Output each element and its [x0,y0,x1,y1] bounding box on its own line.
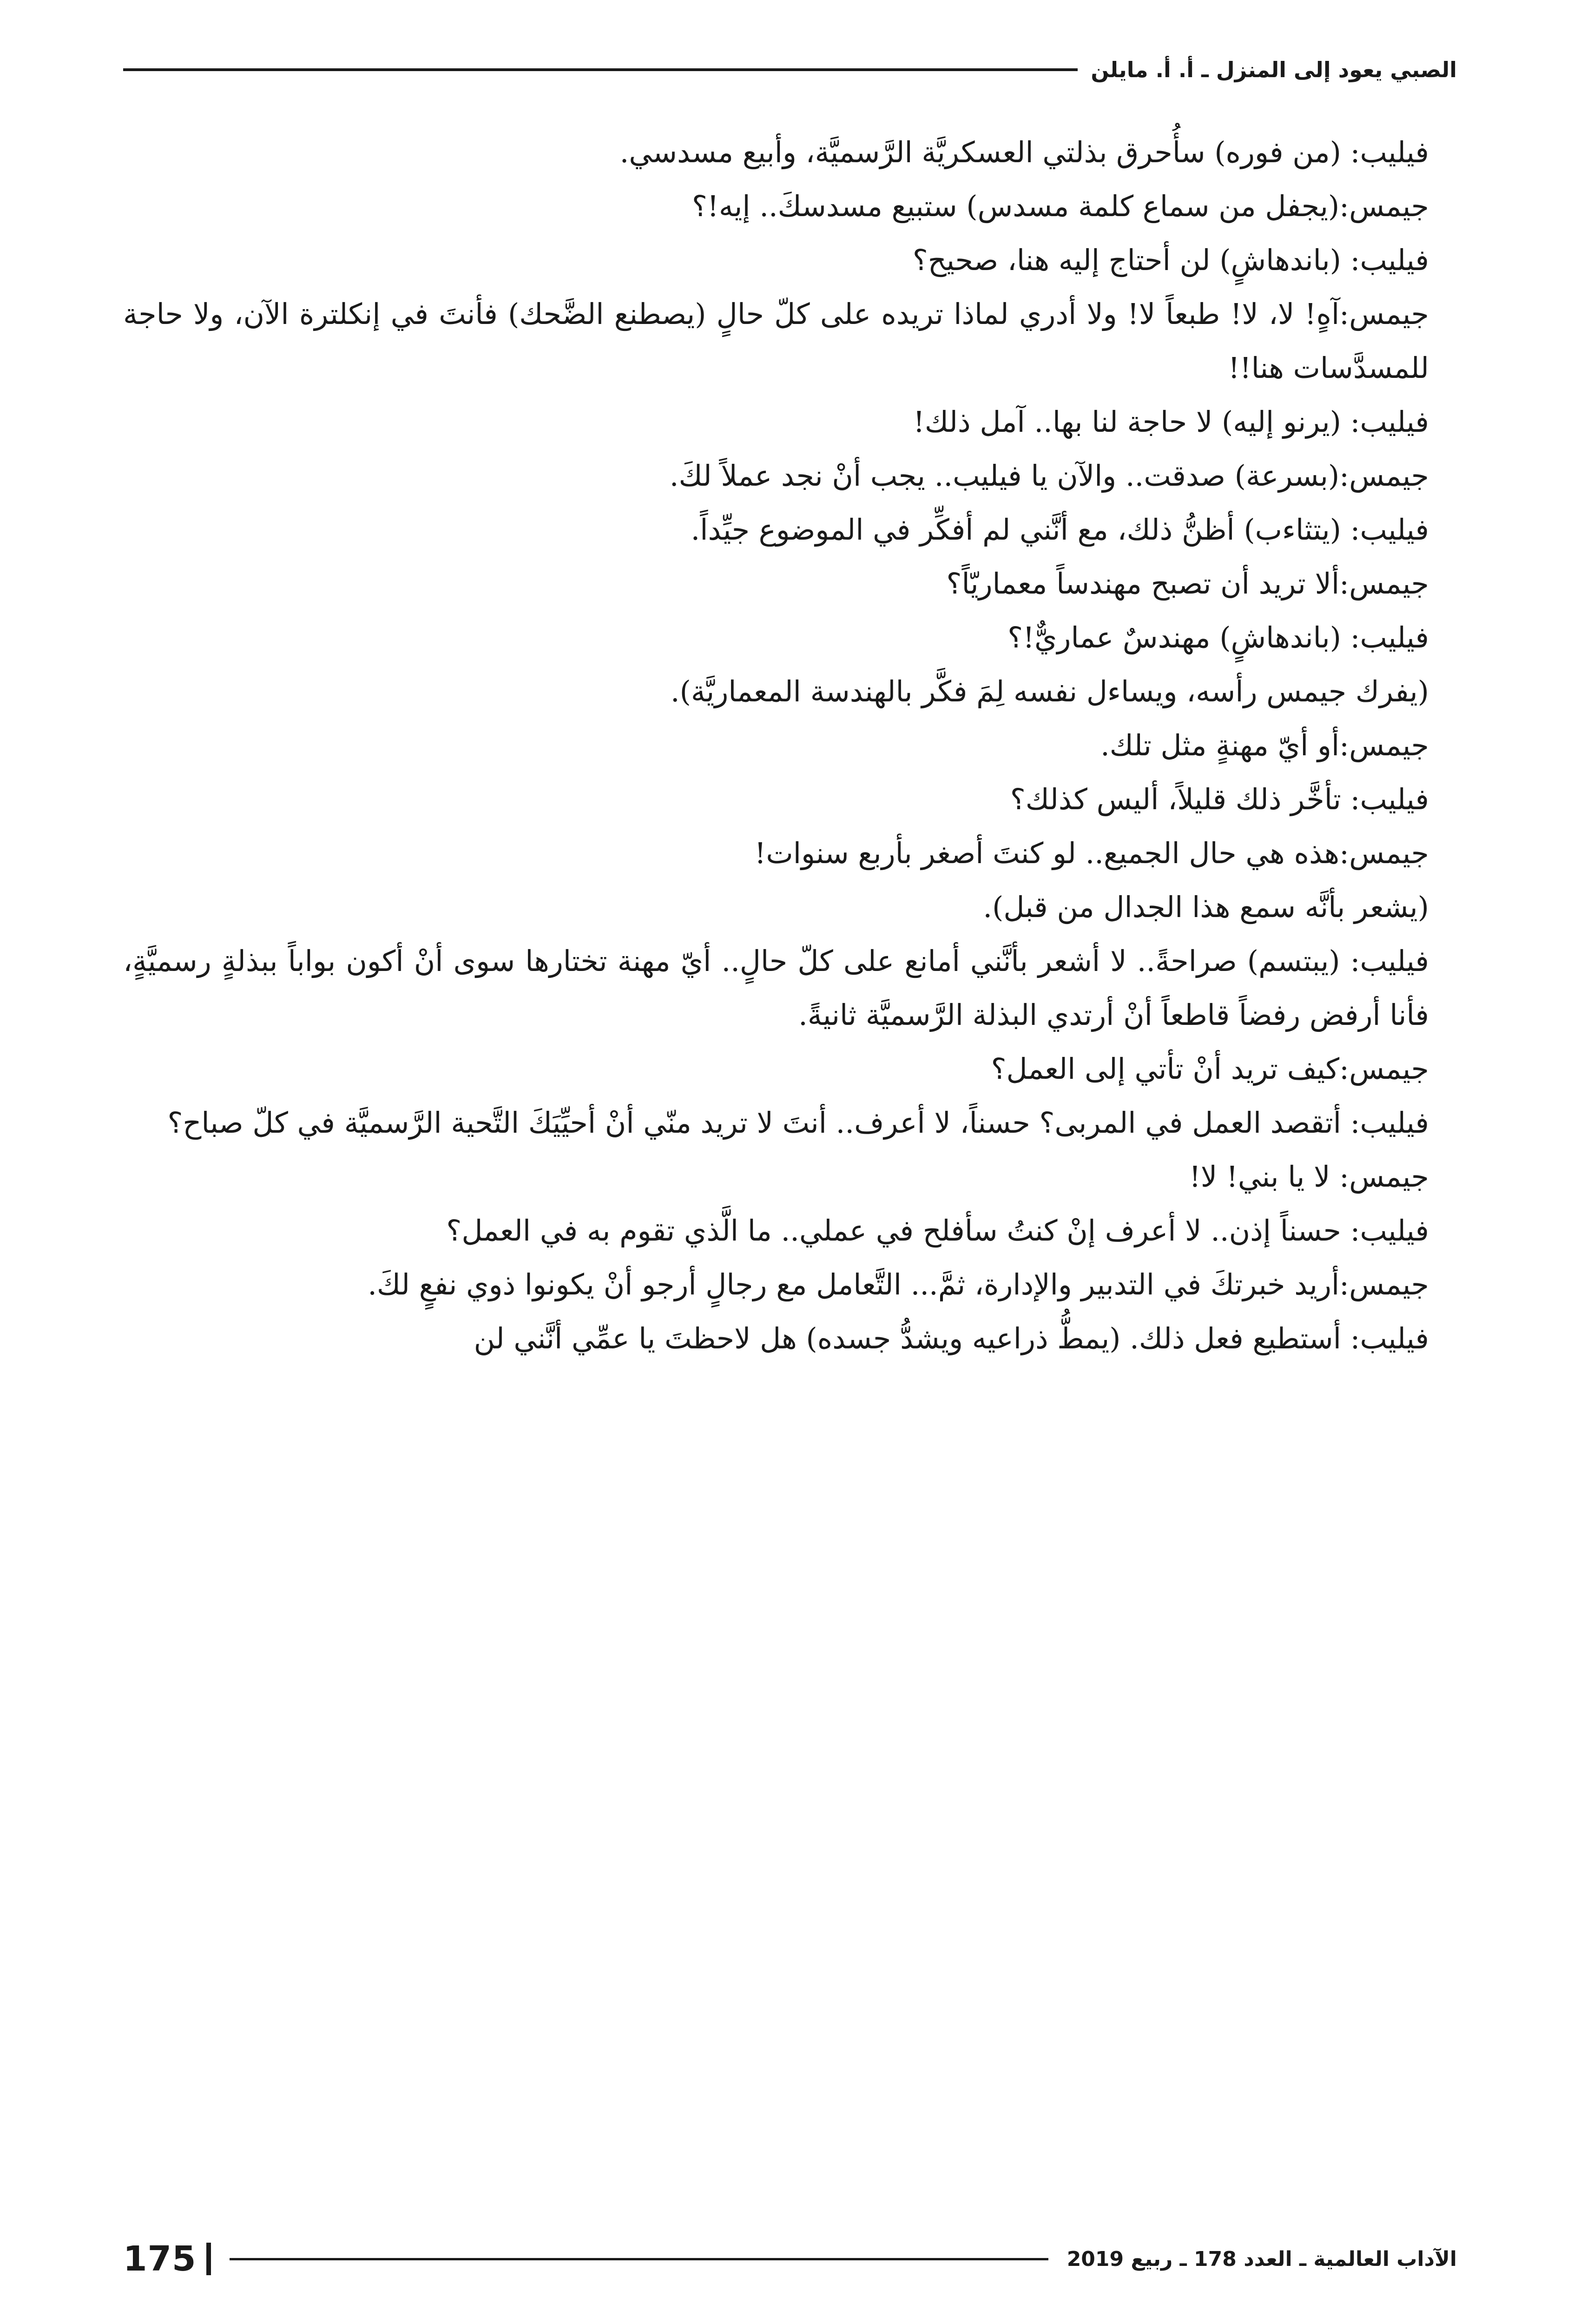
dialogue-paragraph: جيمس: لا يا بني! لا! [1189,1160,1429,1194]
dialogue-paragraph: فيليب: (يتثاءب) أظنُّ ذلك، مع أنَّني لم أفكِّر في الموضوع جيِّداً. [691,513,1429,547]
page-footer [123,2236,1457,2282]
dialogue-paragraph: فيليب: (يرنو إليه) لا حاجة لنا بها.. آمل ذلك! [913,405,1429,439]
body-text [123,125,1457,1366]
dialogue-paragraph: جيمس:آهٍ! لا، لا! طبعاً لا! ولا أدري لماذا تريده على كلّ حالٍ (يصطنع الضَّحك) فأنتَ في إنكلترة الآن، ولا حاجة للمسدَّسات هنا!! [123,297,1429,385]
dialogue-paragraph: فيليب: أستطيع فعل ذلك. (يمطُّ ذراعيه ويشدُّ جسده) هل لاحظتَ يا عمِّي أنَّني لن [474,1321,1429,1355]
page-number-block [123,2239,211,2279]
running-header [123,51,1457,88]
dialogue-paragraph: جيمس:هذه هي حال الجميع.. لو كنتَ أصغر بأربع سنوات! [754,836,1429,870]
dialogue-paragraph: جيمس:(يجفل من سماع كلمة مسدس) ستبيع مسدسكَ.. إيه!؟ [692,189,1429,223]
dialogue-paragraph: جيمس:أو أيّ مهنةٍ مثل تلك. [1100,728,1429,762]
stage-direction: (يفرك جيمس رأسه، ويساءل نفسه لِمَ فكَّر بالهندسة المعماريَّة). [670,674,1429,708]
dialogue-paragraph: فيليب: (باندهاشٍ) لن أحتاج إليه هنا، صحيح؟ [912,243,1429,277]
dialogue-paragraph: جيمس:(بسرعة) صدقت.. والآن يا فيليب.. يجب أنْ نجد عملاً لكَ. [669,459,1429,493]
stage-direction: (يشعر بأنَّه سمع هذا الجدال من قبل). [983,890,1429,924]
page-number-bar [206,2243,211,2275]
dialogue-paragraph: فيليب: (باندهاشٍ) مهندسٌ عماريٌّ!؟ [1007,621,1429,654]
dialogue-paragraph: فيليب: أتقصد العمل في المربى؟ حسناً، لا أعرف.. أنتَ لا تريد منّي أنْ أحيِّيَكَ التَّحية الرَّسميَّة في كلّ صباح؟ [167,1106,1429,1140]
dialogue-paragraph: جيمس:أريد خبرتكَ في التدبير والإدارة، ثمَّ... التَّعامل مع رجالٍ أرجو أنْ يكونوا ذوي نفعٍ لكَ. [368,1268,1429,1301]
dialogue-paragraph: فيليب: (من فوره) سأُحرق بذلتي العسكريَّة الرَّسميَّة، وأبيع مسدسي. [619,135,1429,169]
dialogue-paragraph: فيليب: تأخَّر ذلك قليلاً، أليس كذلك؟ [1010,782,1429,816]
dialogue-paragraph: فيليب: حسناً إذن.. لا أعرف إنْ كنتُ سأفلح في عملي.. ما الَّذي تقوم به في العمل؟ [446,1214,1429,1248]
footer-journal-info: الآداب العالمية ـ العدد 178 ـ ربيع 2019 [1066,2247,1457,2271]
running-header-title: الصبي يعود إلى المنزل ـ أ. أ. مايلن [1091,57,1457,82]
footer-rule [230,2258,1048,2260]
header-rule [123,68,1078,71]
dialogue-paragraph: جيمس:ألا تريد أن تصبح مهندساً معماريّاً؟ [946,567,1429,601]
dialogue-paragraph: فيليب: (يبتسم) صراحةً.. لا أشعر بأنَّني أمانع على كلّ حالٍ.. أيّ مهنة تختارها سوى أنْ أكون بواباً ببذلةٍ رسميَّةٍ، فأنا أرفض رفضاً قاطعاً أنْ أرتدي البذلة الرَّسميَّة ثانيةً. [123,944,1429,1032]
dialogue-paragraph: جيمس:كيف تريد أنْ تأتي إلى العمل؟ [991,1052,1429,1086]
page-number: 175 [123,2239,197,2279]
